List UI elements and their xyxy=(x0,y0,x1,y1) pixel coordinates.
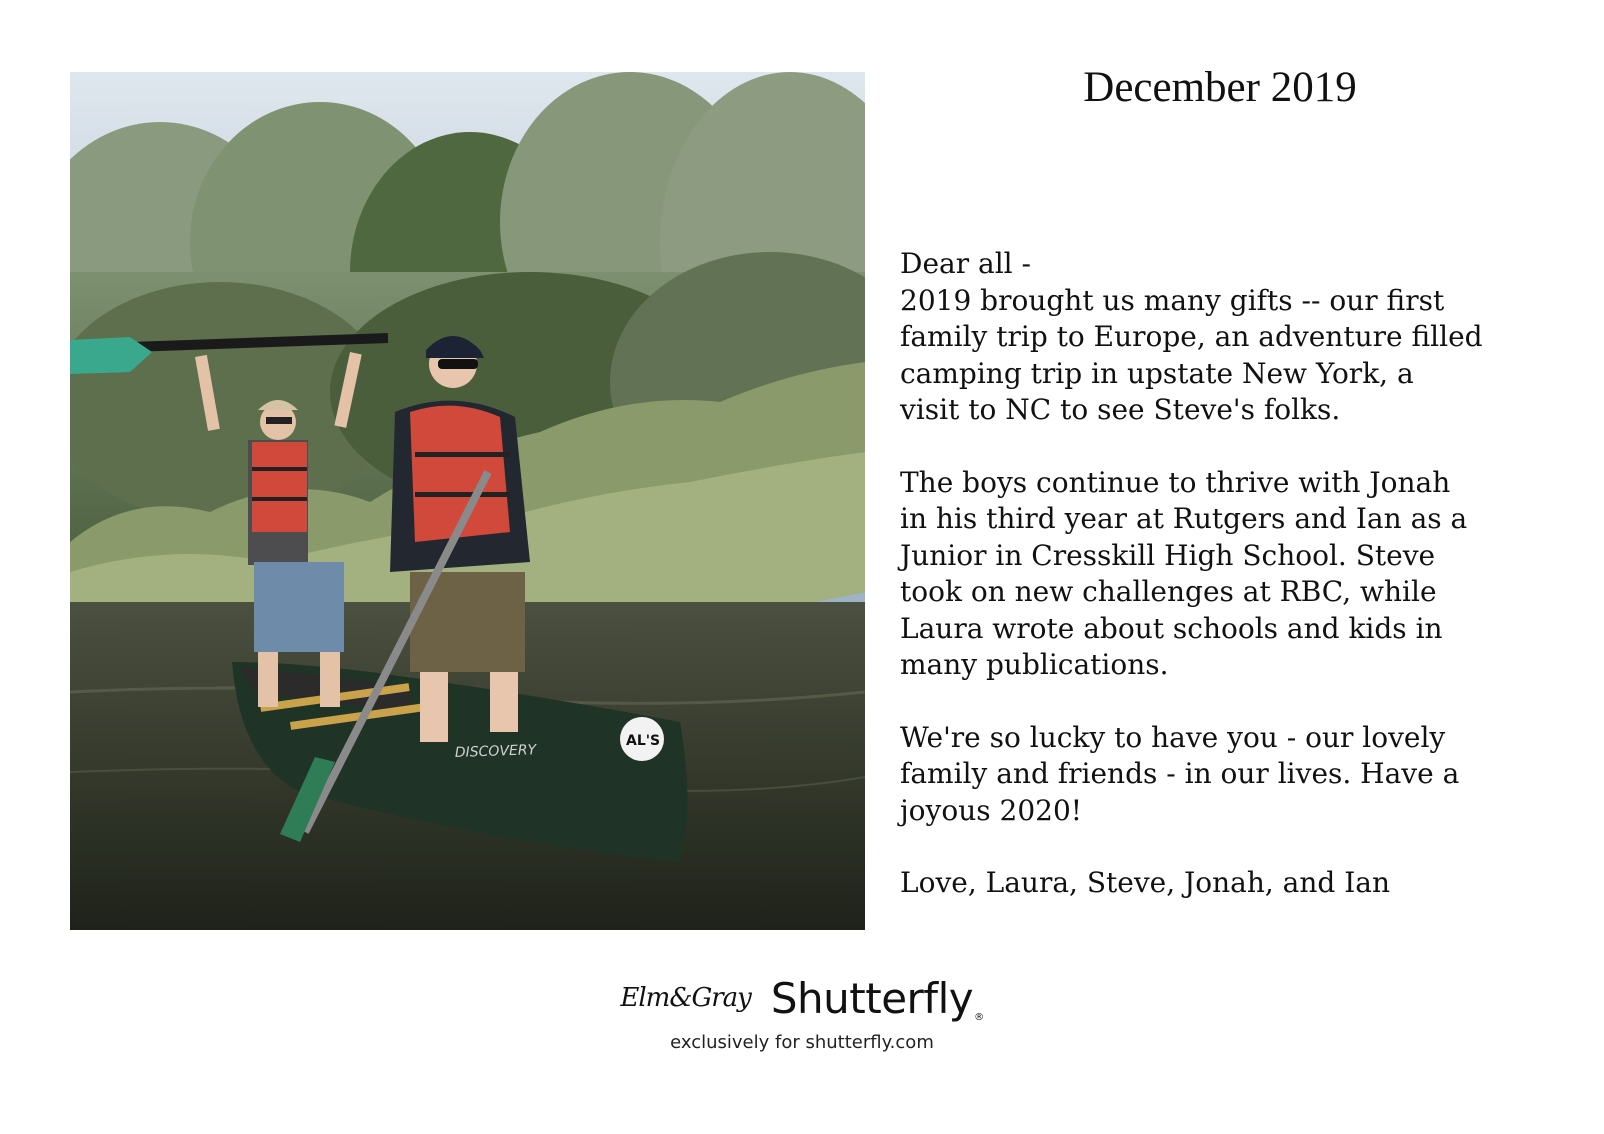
canoe-name: DISCOVERY xyxy=(454,742,537,761)
letter-greeting: Dear all - xyxy=(900,247,1031,280)
shutterfly-wordmark: Shutterfly xyxy=(770,973,974,1023)
letter-body xyxy=(900,246,1580,938)
family-photo xyxy=(70,72,865,930)
card-date-title: December 2019 xyxy=(1083,64,1357,111)
elm-gray-logo: Elm&Gray xyxy=(620,983,751,1013)
letter-paragraph-1: 2019 brought us many gifts -- our first family trip to Europe, an adventure filled camping trip in upstate New York, a visit to NC to see Steve's folks. xyxy=(900,283,1483,426)
letter-paragraph-2: The boys continue to thrive with Jonah in his third year at Rutgers and Ian as a Junior in Cresskill High School. Steve took on new challenges at RBC, while Laura wrote about schools and kids in many publications. xyxy=(900,465,1468,681)
registered-mark: ® xyxy=(974,1011,984,1023)
letter-paragraph-3: We're so lucky to have you - our lovely family and friends - in our lives. Have a joyous 2020! xyxy=(900,720,1460,827)
canoe-badge: AL'S xyxy=(626,733,661,749)
letter-signoff: Love, Laura, Steve, Jonah, and Ian xyxy=(900,866,1391,899)
shutterfly-logo xyxy=(771,974,984,1023)
footer-branding xyxy=(0,968,1604,1028)
canoe-photo-illustration xyxy=(70,72,865,930)
footer-tagline: exclusively for shutterfly.com xyxy=(670,1032,934,1053)
